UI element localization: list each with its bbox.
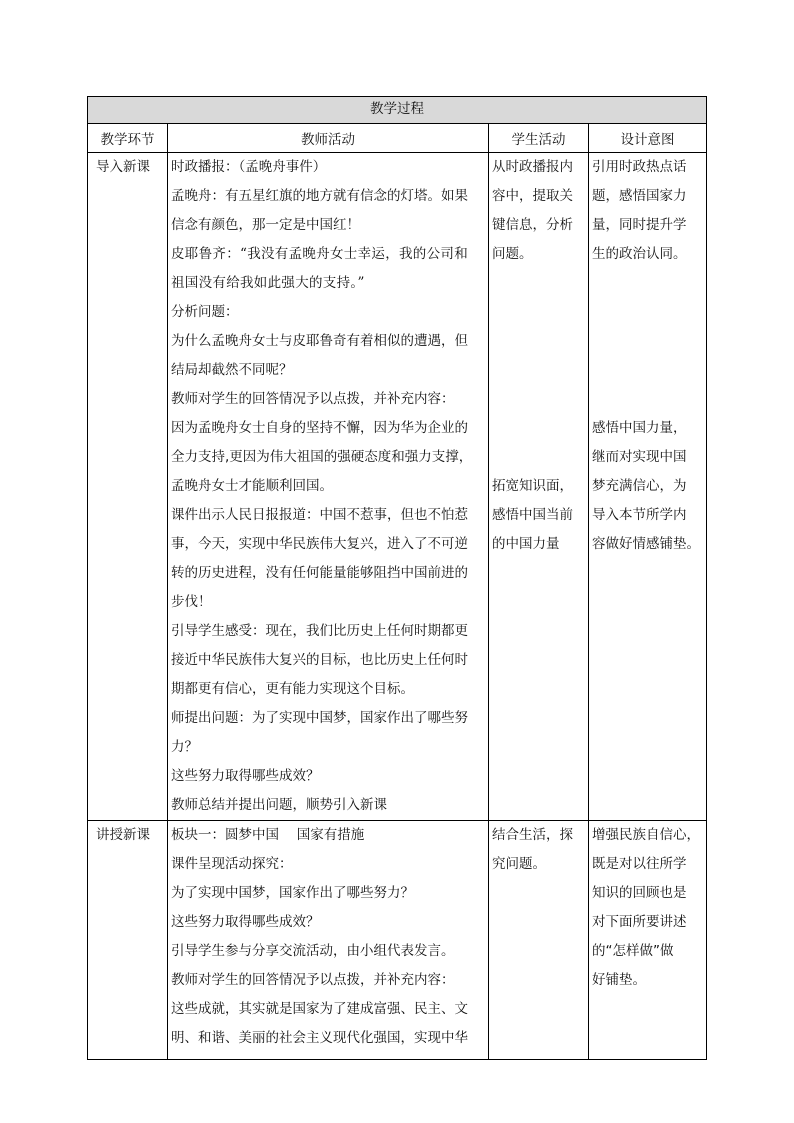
teacher-activity-cell [168, 153, 489, 821]
text-line: 增强民族自信心， [592, 827, 700, 843]
text-line: 从时政播报内 [492, 159, 573, 175]
text-line: 步伐！ [171, 594, 212, 610]
student-activity-cell [489, 821, 589, 1060]
header-design-intent: 设计意图 [589, 124, 707, 153]
text-line: 期都更有信心，更有能力实现这个目标。 [171, 681, 414, 697]
text-line: 结合生活，探 [492, 827, 573, 843]
text-line: 容做好情感铺垫。 [592, 536, 700, 552]
text-line: 好铺垫。 [592, 972, 646, 988]
text-line: 的“怎样做”做 [592, 943, 674, 959]
text-line: 既是对以往所学 [592, 856, 687, 872]
text-line: 明、和谐、美丽的社会主义现代化强国，实现中华 [171, 1030, 468, 1046]
header-stage: 教学环节 [88, 124, 168, 153]
text-line: 转的历史进程，没有任何能量能够阻挡中国前进的 [171, 565, 468, 581]
text-line: 全力支持,更因为伟大祖国的强硬态度和强力支撑， [171, 449, 473, 465]
teacher-activity-cell [168, 821, 489, 1060]
table-row [88, 821, 707, 1060]
text-line: 孟晚舟：有五星红旗的地方就有信念的灯塔。如果 [171, 188, 468, 204]
table-caption: 教学过程 [88, 97, 707, 124]
text-line: 孟晚舟女士才能顺利回国。 [171, 478, 333, 494]
text-line: 导入本节所学内 [592, 507, 687, 523]
text-line: 引导学生参与分享交流活动，由小组代表发言。 [171, 943, 455, 959]
design-intent-cell [589, 153, 707, 821]
table-row [88, 153, 707, 821]
header-student-activity: 学生活动 [489, 124, 589, 153]
text-line: 感悟中国力量， [592, 420, 687, 436]
text-line: 继而对实现中国 [592, 449, 687, 465]
text-line: 感悟中国当前 [492, 507, 573, 523]
text-line: 问题。 [492, 246, 533, 262]
text-line: 键信息，分析 [492, 217, 573, 233]
text-line: 信念有颜色，那一定是中国红！ [171, 217, 360, 233]
text-line: 板块一：圆梦中国 国家有措施 [171, 827, 365, 843]
text-line: 为了实现中国梦，国家作出了哪些努力？ [171, 885, 414, 901]
text-line: 课件呈现活动探究： [171, 856, 293, 872]
text-line: 对下面所要讲述 [592, 914, 687, 930]
text-line: 究问题。 [492, 856, 546, 872]
text-line: 教师总结并提出问题，顺势引入新课 [171, 797, 387, 813]
text-line: 题，感悟国家力 [592, 188, 687, 204]
text-line: 梦充满信心，为 [592, 478, 687, 494]
text-line: 因为孟晚舟女士自身的坚持不懈，因为华为企业的 [171, 420, 468, 436]
text-line: 时政播报：（孟晚舟事件） [171, 159, 327, 175]
student-activity-cell [489, 153, 589, 821]
text-line: 容中，提取关 [492, 188, 573, 204]
text-line: 这些成就，其实就是国家为了建成富强、民主、文 [171, 1001, 468, 1017]
text-line: 拓宽知识面， [492, 478, 573, 494]
teaching-process-table [87, 96, 707, 1060]
text-line: 分析问题： [171, 304, 239, 320]
text-line: 的中国力量 [492, 536, 560, 552]
text-line: 引用时政热点话 [592, 159, 687, 175]
text-line: 皮耶鲁齐：“我没有孟晚舟女士幸运，我的公司和 [171, 246, 469, 262]
text-line: 教师对学生的回答情况予以点拨，并补充内容： [171, 972, 455, 988]
header-teacher-activity: 教师活动 [168, 124, 489, 153]
text-line: 力？ [171, 739, 198, 755]
stage-cell: 讲授新课 [88, 821, 168, 1060]
text-line: 事，今天，实现中华民族伟大复兴，进入了不可逆 [171, 536, 468, 552]
text-line: 生的政治认同。 [592, 246, 687, 262]
text-line: 课件出示人民日报报道：中国不惹事，但也不怕惹 [171, 507, 468, 523]
text-line: 量，同时提升学 [592, 217, 687, 233]
text-line: 引导学生感受：现在，我们比历史上任何时期都更 [171, 623, 468, 639]
text-line: 祖国没有给我如此强大的支持。” [171, 275, 365, 291]
design-intent-cell [589, 821, 707, 1060]
text-line: 教师对学生的回答情况予以点拨，并补充内容： [171, 391, 455, 407]
text-line: 结局却截然不同呢？ [171, 362, 293, 378]
text-line: 为什么孟晚舟女士与皮耶鲁奇有着相似的遭遇，但 [171, 333, 468, 349]
stage-cell: 导入新课 [88, 153, 168, 821]
header-row [88, 124, 707, 153]
text-line: 师提出问题：为了实现中国梦，国家作出了哪些努 [171, 710, 468, 726]
text-line: 这些努力取得哪些成效？ [171, 768, 320, 784]
text-line: 这些努力取得哪些成效？ [171, 914, 320, 930]
text-line: 接近中华民族伟大复兴的目标，也比历史上任何时 [171, 652, 468, 668]
text-line: 知识的回顾也是 [592, 885, 687, 901]
